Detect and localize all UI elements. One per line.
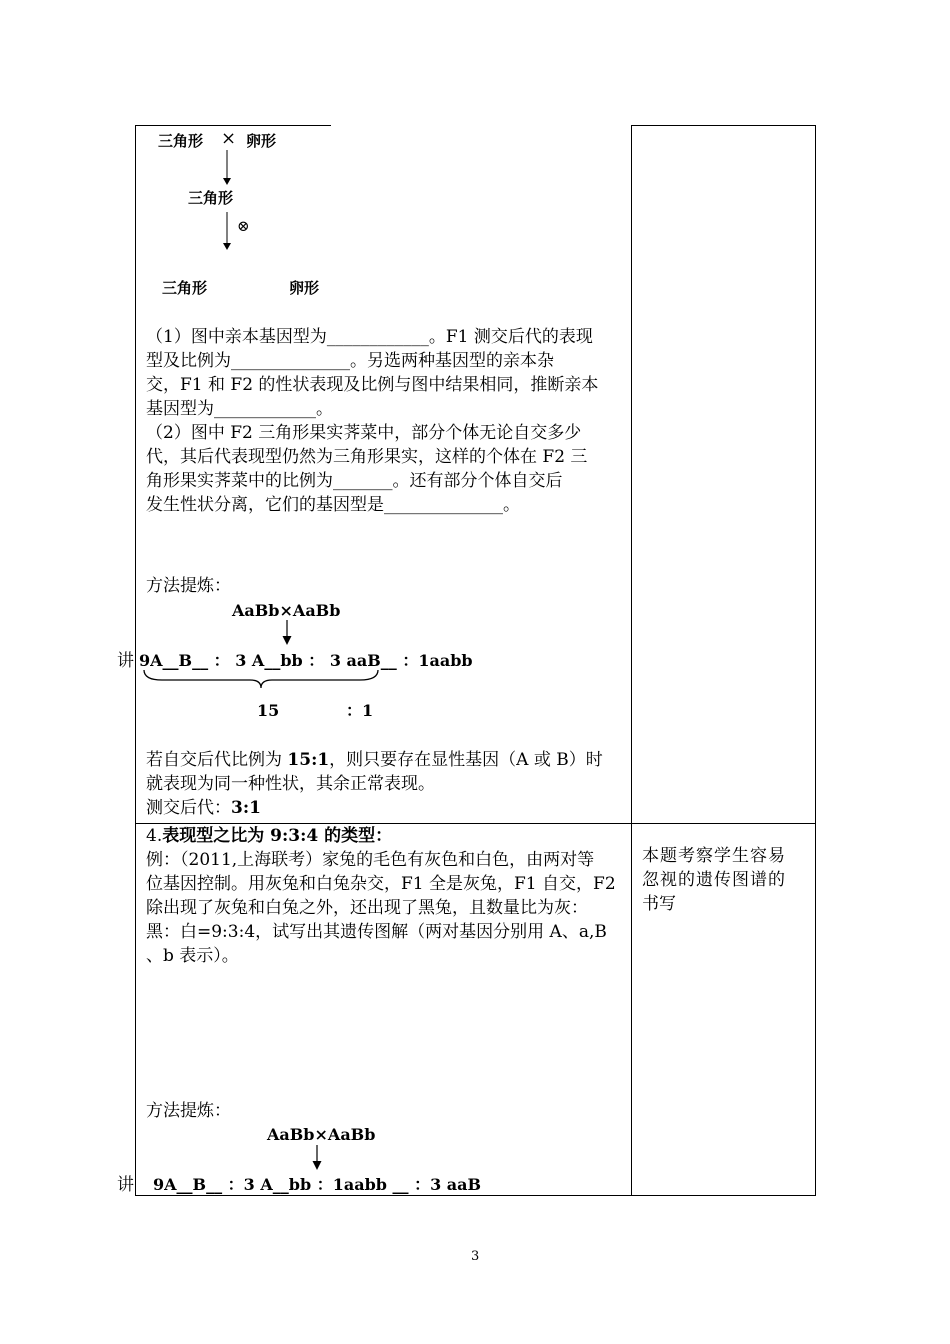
- ratio-line: 9A__B__ ： 3 A__bb ： 3 aaB__ ：1aabb: [139, 651, 473, 670]
- example-line: 、b 表示）。: [146, 946, 239, 966]
- table-top-border-right: [631, 125, 816, 126]
- table-middle-border: [631, 125, 632, 1196]
- f2-triangle-label: 三角形: [162, 279, 208, 297]
- example-line: 位基因控制。用灰兔和白兔杂交，F1 全是灰兔，F1 自交，F2: [146, 874, 616, 894]
- selfing-symbol: ⊗: [237, 217, 250, 235]
- example-line: 除出现了灰兔和白兔之外，还出现了黑兔，且数量比为灰：: [146, 898, 588, 918]
- parent-oval-label: 卵形: [246, 132, 277, 150]
- cross-genotype: AaBb×AaBb: [267, 1125, 376, 1144]
- side-label-jiang: 讲: [117, 1175, 134, 1195]
- side-note-line: 忽视的遗传图谱的: [642, 870, 786, 890]
- testcross-label: 测交后代：: [146, 798, 231, 818]
- note-line: 若自交后代比例为 15:1，则只要存在显性基因（A 或 B）时: [146, 750, 603, 770]
- f2-oval-label: 卵形: [289, 279, 320, 297]
- arrow-down-icon: [281, 620, 293, 646]
- cross-symbol: ×: [221, 128, 237, 149]
- f1-triangle-label: 三角形: [188, 189, 234, 207]
- question-1-line: 交，F1 和 F2 的性状表现及比例与图中结果相同，推断亲本: [146, 375, 599, 395]
- sum-recessive: ：1: [346, 701, 374, 720]
- table-left-border: [135, 125, 136, 1196]
- question-1-line: 基因型为____________。: [146, 399, 333, 419]
- example-line: 黑：白=9:3:4，试写出其遗传图解（两对基因分别用 A、a,B: [146, 922, 607, 942]
- method-heading: 方法提炼：: [146, 576, 231, 596]
- section-4-block: [146, 824, 626, 968]
- ratio-line: 9A__B__ ：3 A__bb ：1aabb __ ：3 aaB: [153, 1175, 482, 1194]
- table-top-border-left: [135, 125, 331, 126]
- question-1-line: 型及比例为______________。另选两种基因型的亲本杂: [146, 351, 554, 371]
- parent-triangle-label: 三角形: [158, 132, 204, 150]
- testcross-value: 3:1: [231, 798, 261, 818]
- table-right-border: [815, 125, 816, 1196]
- sum-dominant: 15: [257, 701, 280, 720]
- testcross-line: [146, 796, 626, 820]
- side-note-line: 书写: [642, 894, 676, 914]
- method-heading: 方法提炼：: [146, 1101, 231, 1121]
- section-4-title: 4.表现型之比为 9:3:4 的类型：: [146, 826, 393, 846]
- question-2-line: 代，其后代表现型仍然为三角形果实，这样的个体在 F2 三: [146, 447, 588, 467]
- question-2-line: 发生性状分离，它们的基因型是______________。: [146, 495, 520, 515]
- method-note: [146, 748, 626, 820]
- side-label-jiang: 讲: [117, 651, 134, 671]
- brace-icon: [142, 668, 380, 690]
- question-2-line: 角形果实荠菜中的比例为_______。还有部分个体自交后: [146, 471, 563, 491]
- page-number: 3: [471, 1249, 480, 1264]
- arrow-down-icon: [221, 212, 233, 252]
- question-2-line: （2）图中 F2 三角形果实荠菜中，部分个体无论自交多少: [146, 423, 582, 443]
- cross-genotype: AaBb×AaBb: [232, 601, 341, 620]
- note-line: 就表现为同一种性状，其余正常表现。: [146, 774, 435, 794]
- question-block: [146, 325, 626, 517]
- side-note-line: 本题考察学生容易: [642, 846, 786, 866]
- arrow-down-icon: [221, 150, 233, 186]
- side-note: [642, 844, 810, 916]
- arrow-down-icon: [311, 1145, 323, 1171]
- question-1-line: （1）图中亲本基因型为____________。F1 测交后代的表现: [146, 327, 593, 347]
- example-line: 例：（2011,上海联考）家兔的毛色有灰色和白色，由两对等: [146, 850, 595, 870]
